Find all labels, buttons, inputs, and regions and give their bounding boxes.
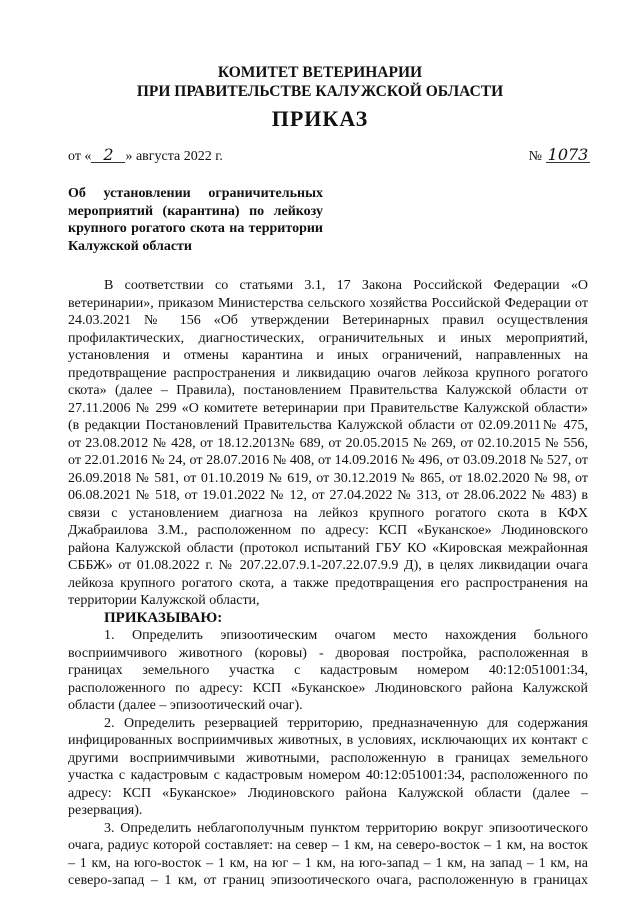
order-item-3	[68, 820, 588, 890]
body-line: адресу: КСП «Буканское» Людиновского района Калужской области (далее –	[68, 785, 588, 801]
subject-line: мероприятий (карантина) по лейкозу	[68, 203, 323, 219]
body-line: установления и отмены карантина и иных ограничений, направленных на	[68, 348, 588, 363]
order-heading: ПРИКАЗЫВАЮ:	[104, 609, 223, 626]
date-prefix: от «	[68, 149, 92, 164]
body-line: от 22.01.2016 № 24, от 28.07.2016 № 408, от 14.09.2016 № 496, от 03.09.2018 № 527, от	[68, 453, 588, 468]
body-line: лейкоза крупного рогатого скота, а также предотвращения его распространения на	[68, 575, 588, 591]
org-name-line2: ПРИ ПРАВИТЕЛЬСТВЕ КАЛУЖСКОЙ ОБЛАСТИ	[136, 83, 504, 100]
document-body	[68, 277, 588, 890]
document-type-title: ПРИКАЗ	[271, 106, 369, 131]
body-line: расположенного по адресу: КСП «Буканское» Людиновского района Калужской	[68, 680, 588, 696]
number-value-handwritten: 1073	[547, 145, 589, 164]
body-line: В соответствии со статьями 3.1, 17 Закона Российской Федерации «О	[104, 278, 588, 293]
body-line: 2. Определить резервацией территорию, предназначенную для содержания	[104, 715, 588, 731]
body-line: 24.03.2021 № 156 «Об утверждении Ветеринарных правил осуществления	[68, 313, 588, 328]
body-line: профилактических, диагностических, ограничительных и иных мероприятий,	[68, 330, 588, 346]
body-line: СББЖ» от 01.08.2022 г. № 207.22.07.9.1-207.22.07.9.9 Д), в целях ликвидации очага	[68, 558, 588, 573]
order-item-2	[68, 715, 588, 820]
order-item-1	[68, 627, 588, 715]
body-line: другими восприимчивыми животными, расположенную в границах земельного	[68, 750, 588, 766]
subject-line: крупного рогатого скота на территории	[68, 221, 323, 236]
org-name-line1: КОМИТЕТ ВЕТЕРИНАРИИ	[217, 64, 423, 81]
preamble-paragraph	[68, 277, 588, 610]
date-suffix: » августа 2022 г.	[125, 149, 223, 164]
subject-line: Об установлении ограничительных	[68, 186, 323, 201]
body-line: восприимчивого животного (коровы) - дворовая постройка, расположенная в	[68, 645, 588, 661]
body-line: очага, радиус которой составляет: на север – 1 км, на северо-восток – 1 км, на восток	[68, 838, 588, 853]
order-number	[528, 145, 590, 165]
body-line: области (далее – эпизоотический очаг).	[68, 698, 303, 713]
body-line: 1. Определить эпизоотическим очагом место нахождения больного	[104, 628, 588, 643]
order-subject	[68, 185, 323, 255]
body-line: 27.11.2006 № 299 «О комитете ветеринарии при Правительстве Калужской области»	[68, 400, 588, 416]
body-line: связи с установлением диагноза на лейкоз крупного рогатого скота в КФХ	[68, 505, 588, 521]
body-line: инфицированных восприимчивых животных, в условиях, исключающих их контакт с	[68, 733, 588, 748]
body-line: участка с кадастровым с кадастровым номером 40:12:051001:34, расположенного по	[68, 768, 588, 783]
body-line: от 23.08.2012 № 428, от 18.12.2013№ 689, от 20.05.2015 № 269, от 02.10.2015 № 556,	[68, 435, 588, 451]
body-line: предотвращение распространения и ликвидацию очагов лейкоза крупного рогатого	[68, 365, 588, 381]
body-line: ветеринарии», приказом Министерства сельского хозяйства Российской Федерации от	[68, 295, 588, 311]
order-date	[68, 145, 223, 165]
body-line: скота» (далее – Правила), постановлением Правительства Калужской области от	[68, 383, 588, 398]
subject-line: Калужской области	[68, 238, 192, 254]
body-line: – 1 км, на юго-восток – 1 км, на юг – 1 км, на юго-запад – 1 км, на запад – 1 км, на	[68, 855, 588, 871]
body-line: 06.08.2021 № 518, от 19.01.2022 № 12, от 27.04.2022 № 313, от 28.06.2022 № 483) в	[68, 488, 588, 503]
body-line: (в редакции Постановлений Правительства Калужской области от 02.09.2011№ 475,	[68, 418, 588, 433]
body-line: Джабраилова З.М., расположенном по адресу: КСП «Буканское» Людиновского	[68, 523, 588, 538]
body-line: резервация).	[68, 803, 143, 818]
body-line: границах земельного участка с кадастровым номером 40:12:051001:34,	[68, 663, 588, 678]
body-line: северо-запад – 1 км, от границ эпизоотического очага, расположенную в границах	[68, 873, 588, 888]
body-line: 26.09.2018 № 581, от 01.10.2019 № 619, от 30.12.2019 № 865, от 18.02.2020 № 98, от	[68, 470, 588, 486]
body-line: 3. Определить неблагополучным пунктом территорию вокруг эпизоотического	[104, 820, 588, 836]
date-day-handwritten: 2	[91, 148, 125, 163]
number-prefix: №	[528, 149, 542, 164]
body-line: района Калужской области (протокол испытаний ГБУ КО «Кировская межрайонная	[68, 540, 588, 556]
body-line: территории Калужской области,	[68, 593, 260, 608]
